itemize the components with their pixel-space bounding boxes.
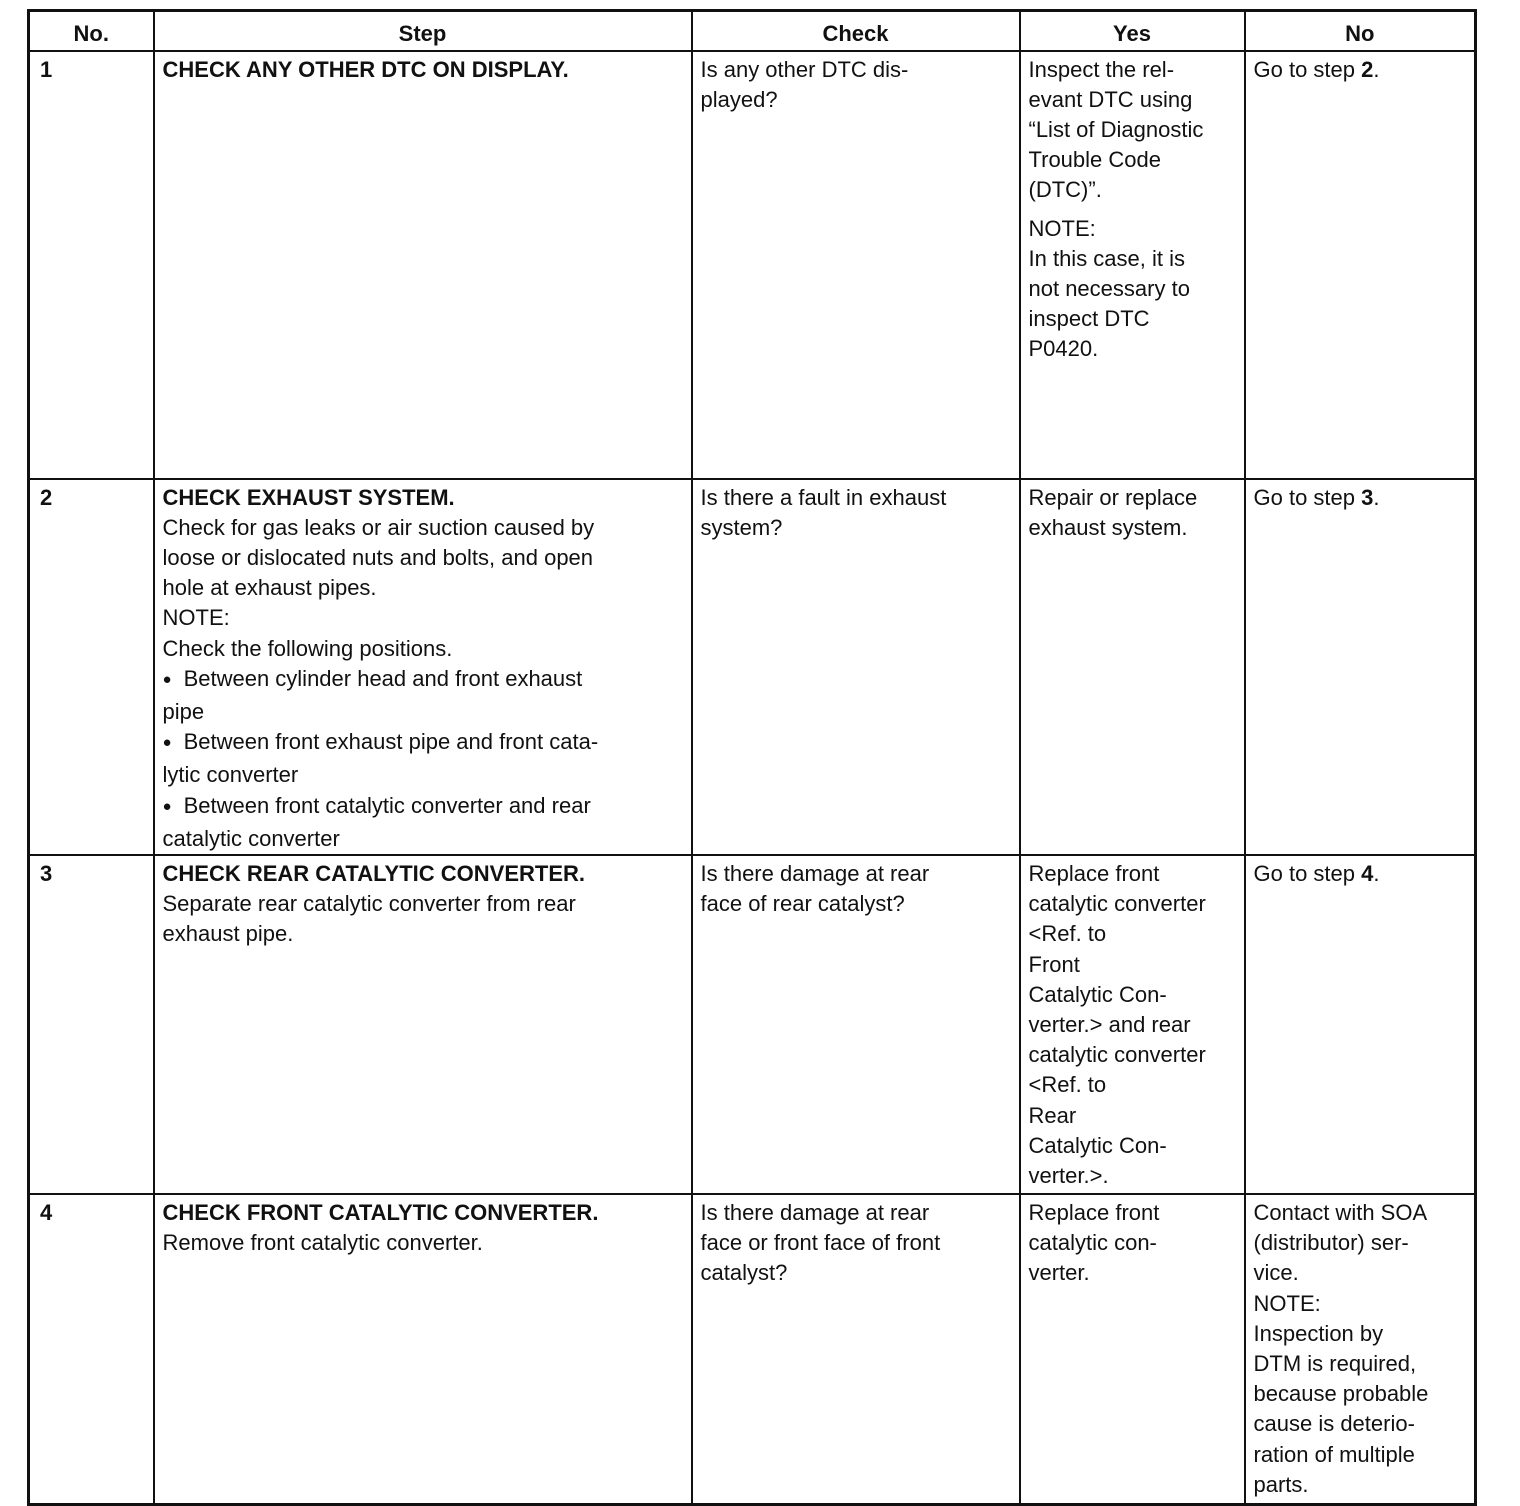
check-cell (692, 1194, 1020, 1505)
check-text: face of rear catalyst? (700, 891, 905, 917)
goto-suffix: . (1373, 56, 1380, 82)
goto-suffix: . (1373, 484, 1380, 510)
check-text: system? (700, 514, 783, 540)
step-number: 2 (29, 479, 154, 855)
table-row (29, 479, 1476, 855)
header-check: Check (692, 11, 1020, 51)
step-number: 1 (29, 51, 154, 479)
no-cell (1245, 1194, 1476, 1505)
yes-text: (DTC)”. (1028, 177, 1102, 203)
step-text: loose or dislocated nuts and bolts, and open (162, 544, 594, 570)
yes-text: verter.>. (1028, 1162, 1109, 1188)
yes-text: catalytic converter (1028, 891, 1206, 917)
step-text: Remove front catalytic converter. (162, 1230, 483, 1256)
header-yes: Yes (1020, 11, 1245, 51)
step-text: hole at exhaust pipes. (162, 575, 377, 601)
yes-text: Inspect the rel- (1028, 56, 1175, 82)
step-title: CHECK FRONT CATALYTIC CONVERTER. (162, 1199, 599, 1225)
step-title: CHECK EXHAUST SYSTEM. (162, 484, 455, 510)
step-cell (154, 51, 692, 479)
diagnostic-table (27, 9, 1477, 1506)
no-text: parts. (1253, 1471, 1309, 1497)
note-label: NOTE: (1253, 1290, 1321, 1316)
step-number: 4 (29, 1194, 154, 1505)
note-text: In this case, it is (1028, 245, 1186, 271)
step-cell (154, 855, 692, 1194)
header-step: Step (154, 11, 692, 51)
check-text: catalyst? (700, 1260, 788, 1286)
goto-text: Go to step (1253, 484, 1362, 510)
step-cell (154, 1194, 692, 1505)
check-cell (692, 51, 1020, 479)
goto-step-number: 3 (1361, 484, 1374, 510)
no-cell (1245, 51, 1476, 479)
step-cell (154, 479, 692, 855)
no-text: because probable (1253, 1381, 1429, 1407)
step-text: Check for gas leaks or air suction caused by (162, 514, 595, 540)
no-text: ration of multiple (1253, 1441, 1415, 1467)
yes-text: Trouble Code (1028, 147, 1161, 173)
yes-text: Front (1028, 951, 1080, 977)
yes-text: Catalytic Con- (1028, 981, 1167, 1007)
header-no-result: No (1245, 11, 1476, 51)
step-text: Check the following positions. (162, 635, 453, 661)
no-text: DTM is required, (1253, 1350, 1417, 1376)
step-text: Separate rear catalytic converter from rear (162, 891, 576, 917)
check-text: Is there damage at rear (700, 860, 930, 886)
step-title: CHECK REAR CATALYTIC CONVERTER. (162, 860, 586, 886)
note-label: NOTE: (1028, 215, 1096, 241)
table-row (29, 1194, 1476, 1505)
note-text: P0420. (1028, 336, 1099, 362)
yes-cell (1020, 855, 1245, 1194)
yes-text: <Ref. to (1028, 1072, 1107, 1098)
bullet-item: ● Between cylinder head and front exhaust (163, 664, 683, 697)
yes-text: Catalytic Con- (1028, 1132, 1167, 1158)
no-text: (distributor) ser- (1253, 1230, 1409, 1256)
yes-text: verter.> and rear (1028, 1011, 1191, 1037)
yes-cell (1020, 1194, 1245, 1505)
check-text: face or front face of front (700, 1230, 941, 1256)
goto-text: Go to step (1253, 56, 1362, 82)
goto-step-number: 2 (1361, 56, 1374, 82)
no-text: Inspection by (1253, 1320, 1384, 1346)
yes-text: Replace front (1028, 860, 1160, 886)
no-cell (1245, 479, 1476, 855)
bullet-continuation: lytic converter (162, 762, 299, 788)
bullet-continuation: pipe (162, 698, 205, 724)
bullet-item: ● Between front exhaust pipe and front cata- (163, 727, 683, 760)
check-text: Is there damage at rear (700, 1199, 930, 1225)
check-text: Is any other DTC dis- (700, 56, 909, 82)
header-no: No. (29, 11, 154, 51)
no-cell (1245, 855, 1476, 1194)
yes-text: “List of Diagnostic (1028, 116, 1204, 142)
no-text: cause is deterio- (1253, 1411, 1415, 1437)
yes-text: verter. (1028, 1260, 1090, 1286)
check-text: Is there a fault in exhaust (700, 484, 947, 510)
yes-cell (1020, 51, 1245, 479)
check-cell (692, 855, 1020, 1194)
goto-suffix: . (1373, 860, 1380, 886)
goto-step-number: 4 (1361, 860, 1374, 886)
yes-text: Rear (1028, 1102, 1077, 1128)
no-text: Contact with SOA (1253, 1199, 1428, 1225)
goto-text: Go to step (1253, 860, 1362, 886)
bullet-item: ● Between front catalytic converter and rear (163, 791, 683, 824)
step-title: CHECK ANY OTHER DTC ON DISPLAY. (162, 56, 569, 82)
yes-text: <Ref. to (1028, 921, 1107, 947)
table-header-row (29, 11, 1476, 51)
yes-text: Replace front (1028, 1199, 1160, 1225)
no-text: vice. (1253, 1260, 1299, 1286)
yes-cell (1020, 479, 1245, 855)
yes-text: catalytic con- (1028, 1230, 1157, 1256)
yes-text: evant DTC using (1028, 86, 1193, 112)
check-text: played? (700, 86, 778, 112)
table-row (29, 855, 1476, 1194)
yes-text: exhaust system. (1028, 514, 1188, 540)
note-label: NOTE: (162, 605, 230, 631)
step-text: exhaust pipe. (162, 921, 294, 947)
check-cell (692, 479, 1020, 855)
bullet-continuation: catalytic converter (162, 825, 340, 851)
table-row (29, 51, 1476, 479)
yes-text: Repair or replace (1028, 484, 1198, 510)
note-text: inspect DTC (1028, 306, 1150, 332)
yes-text: catalytic converter (1028, 1042, 1206, 1068)
note-text: not necessary to (1028, 275, 1190, 301)
step-number: 3 (29, 855, 154, 1194)
